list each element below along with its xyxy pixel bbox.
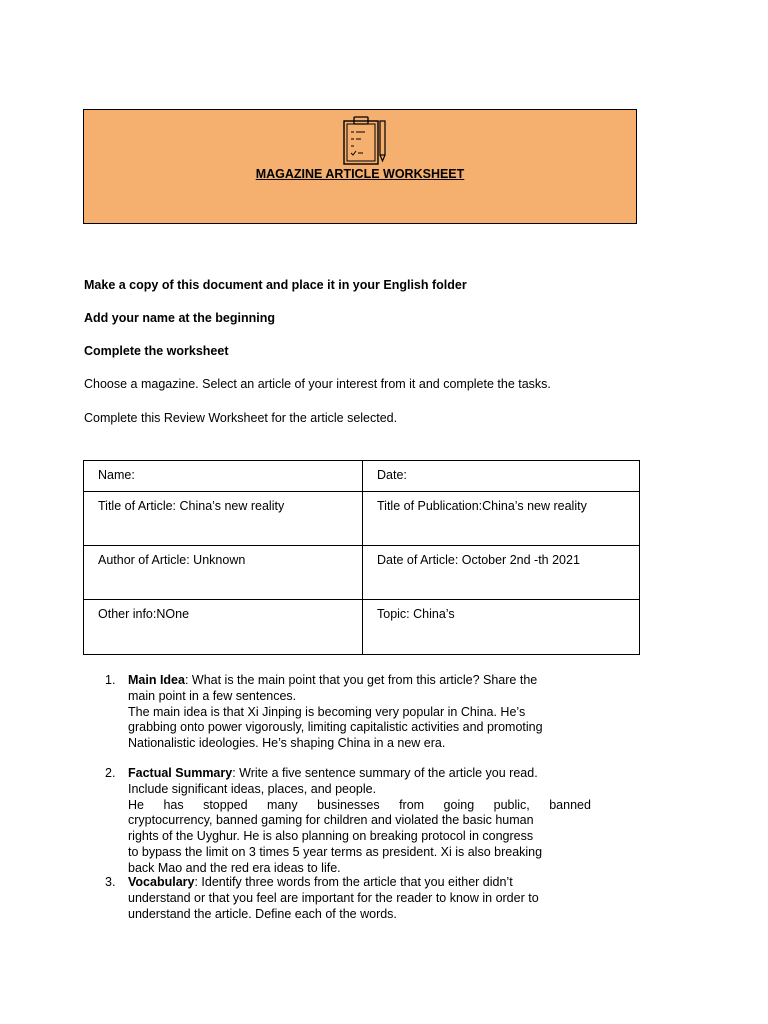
table-row — [84, 600, 640, 655]
task-main-idea — [105, 673, 603, 752]
date-field[interactable]: Date: — [363, 461, 640, 492]
task-title: Vocabulary — [128, 875, 195, 889]
task-prompt: main point in a few sentences. — [128, 688, 297, 703]
publication-title-field[interactable]: Title of Publication:China’s new reality — [363, 492, 640, 546]
task-prompt: Include significant ideas, places, and people. — [128, 781, 377, 796]
article-info-table — [83, 460, 640, 655]
task-prompt: : What is the main point that you get from this article? Share the — [184, 673, 538, 687]
worksheet-title: MAGAZINE ARTICLE WORKSHEET — [255, 167, 465, 181]
worksheet-header — [83, 109, 637, 224]
task-answer[interactable]: Nationalistic ideologies. He’s shaping China in a new era. — [128, 736, 446, 751]
other-info-field[interactable]: Other info:NOne — [84, 600, 363, 655]
task-factual-summary — [105, 766, 603, 877]
topic-field[interactable]: Topic: China’s — [363, 600, 640, 655]
clipboard-checklist-icon — [341, 115, 389, 167]
table-row — [84, 546, 640, 600]
instruction-complete-worksheet: Complete the worksheet — [84, 344, 229, 358]
task-answer[interactable]: He has stopped many businesses from going public, banned — [128, 797, 591, 812]
article-title-field[interactable]: Title of Article: China’s new reality — [84, 492, 363, 546]
task-prompt: : Write a five sentence summary of the article you read. — [232, 766, 538, 780]
article-date-field[interactable]: Date of Article: October 2nd -th 2021 — [363, 546, 640, 600]
instruction-copy-document: Make a copy of this document and place it in your English folder — [84, 278, 467, 292]
author-field[interactable]: Author of Article: Unknown — [84, 546, 363, 600]
table-row — [84, 492, 640, 546]
task-vocabulary — [105, 875, 603, 922]
table-row — [84, 461, 640, 492]
task-number: 2. — [105, 766, 116, 780]
task-answer[interactable]: to bypass the limit on 3 times 5 year terms as president. Xi is also breaking — [128, 844, 543, 859]
task-prompt: understand the article. Define each of the words. — [128, 906, 397, 921]
task-title: Factual Summary — [128, 766, 233, 780]
task-prompt: understand or that you feel are important for the reader to know in order to — [128, 890, 539, 905]
task-number: 1. — [105, 673, 116, 687]
name-field[interactable]: Name: — [84, 461, 363, 492]
instruction-choose-magazine: Choose a magazine. Select an article of your interest from it and complete the tasks. — [84, 377, 551, 391]
task-number: 3. — [105, 875, 116, 889]
task-answer[interactable]: rights of the Uyghur. He is also planning on breaking protocol in congress — [128, 829, 534, 844]
task-answer[interactable]: grabbing onto power vigorously, limiting capitalistic activities and promoting — [128, 720, 543, 735]
instruction-add-name: Add your name at the beginning — [84, 311, 275, 325]
instruction-review-worksheet: Complete this Review Worksheet for the article selected. — [84, 411, 398, 425]
task-title: Main Idea — [128, 673, 185, 687]
task-prompt: : Identify three words from the article that you either didn’t — [194, 875, 513, 889]
task-answer[interactable]: back Mao and the red era ideas to life. — [128, 860, 341, 875]
task-answer[interactable]: The main idea is that Xi Jinping is becoming very popular in China. He’s — [128, 704, 526, 719]
task-answer[interactable]: cryptocurrency, banned gaming for children and violated the basic human — [128, 813, 534, 828]
